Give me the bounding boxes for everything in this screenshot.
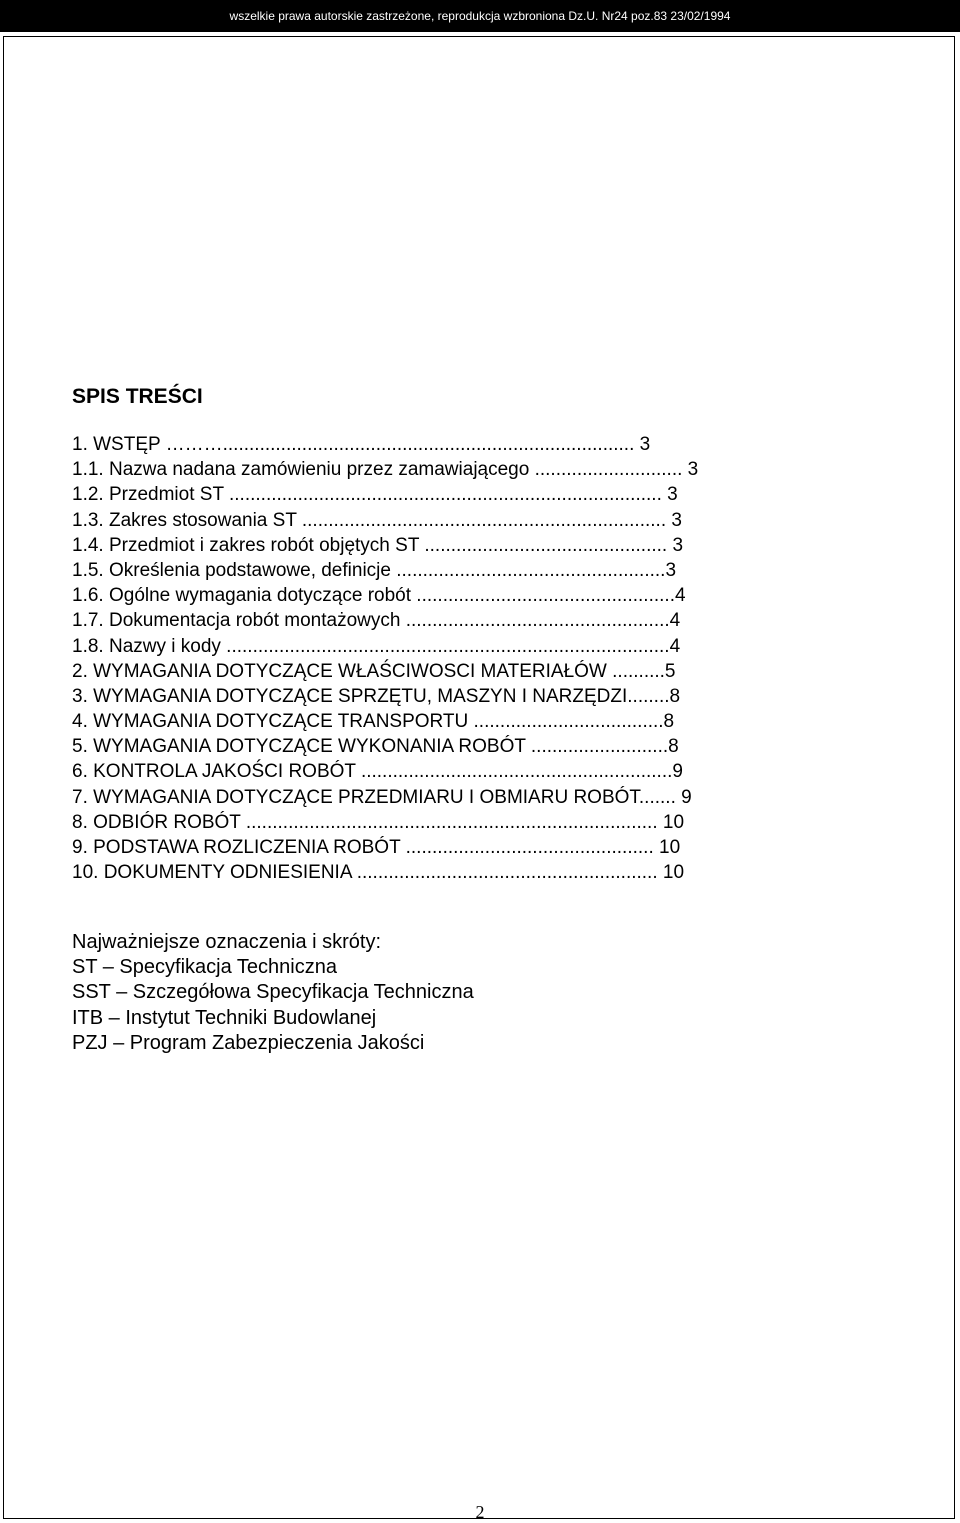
toc-entry-1-6: 1.6. Ogólne wymagania dotyczące robót .................................................4: [72, 585, 686, 607]
toc-entry-9: 9. PODSTAWA ROZLICZENIA ROBÓT ............................................... 10: [72, 837, 681, 858]
toc-entry-5: 5. WYMAGANIA DOTYCZĄCE WYKONANIA ROBÓT ..........................8: [72, 736, 679, 758]
toc-entry-2: 2. WYMAGANIA DOTYCZĄCE WŁAŚCIWOSCI MATERIAŁÓW ..........5: [72, 660, 676, 682]
toc-entry-4: 4. WYMAGANIA DOTYCZĄCE TRANSPORTU ....................................8: [72, 711, 675, 733]
toc-entry-8: 8. ODBIÓR ROBÓT .............................................................................. 10: [72, 811, 685, 833]
abbreviation-item: ST – Specyfikacja Techniczna: [72, 956, 337, 979]
toc-entry-1: 1. WSTĘP ……….............................................................................. 3: [72, 434, 651, 455]
toc-entry-1-5: 1.5. Określenia podstawowe, definicje ...................................................3: [72, 559, 677, 581]
toc-title: SPIS TREŚCI: [72, 385, 203, 408]
page-number: 2: [475, 1502, 485, 1522]
toc-entry-10: 10. DOKUMENTY ODNIESIENIA ......................................................... 10: [72, 862, 685, 884]
header-text: wszelkie prawa autorskie zastrzeżone, reprodukcja wzbroniona Dz.U. Nr24 poz.83 23/02/1994: [229, 9, 731, 23]
abbreviation-item: ITB – Instytut Techniki Budowlanej: [72, 1006, 377, 1029]
toc-entry-1-7: 1.7. Dokumentacja robót montażowych ..................................................4: [72, 610, 681, 632]
toc-entry-1-1: 1.1. Nazwa nadana zamówieniu przez zamawiającego ............................ 3: [72, 459, 699, 481]
toc-entry-3: 3. WYMAGANIA DOTYCZĄCE SPRZĘTU, MASZYN I NARZĘDZI........8: [72, 685, 681, 707]
toc-entry-1-3: 1.3. Zakres stosowania ST ..................................................................... 3: [72, 509, 682, 531]
toc-entry-1-4: 1.4. Przedmiot i zakres robót objętych ST .............................................. 3: [72, 534, 684, 556]
abbreviations-heading: Najważniejsze oznaczenia i skróty:: [72, 931, 382, 953]
toc-entry-1-8: 1.8. Nazwy i kody ....................................................................................4: [72, 635, 681, 657]
abbreviations-list: [72, 930, 474, 1056]
abbreviation-item: PZJ – Program Zabezpieczenia Jakości: [72, 1031, 425, 1054]
abbreviation-item: SST – Szczegółowa Specyfikacja Techniczna: [72, 981, 474, 1004]
table-of-contents: [72, 432, 776, 885]
toc-entry-1-2: 1.2. Przedmiot ST .................................................................................. 3: [72, 484, 678, 506]
copyright-header-bar: [0, 0, 960, 32]
toc-entry-6: 6. KONTROLA JAKOŚCI ROBÓT ...........................................................9: [72, 761, 683, 783]
toc-entry-7: 7. WYMAGANIA DOTYCZĄCE PRZEDMIARU I OBMIARU ROBÓT....... 9: [72, 786, 692, 808]
